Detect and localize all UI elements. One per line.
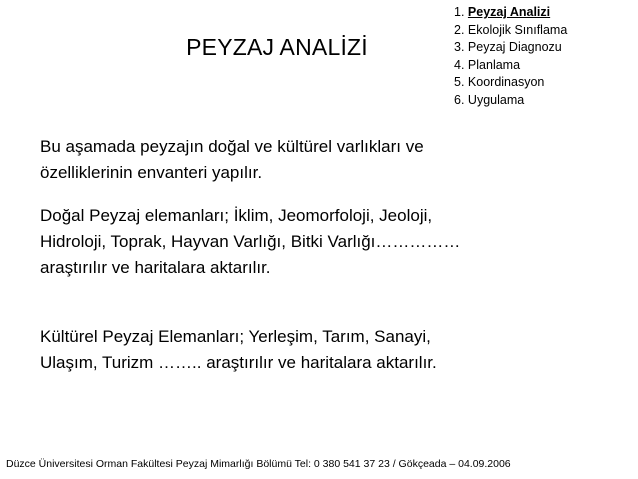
step-number: 3. <box>454 40 465 55</box>
step-label: Peyzaj Diagnozu <box>467 40 562 55</box>
paragraph-line: Hidroloji, Toprak, Hayvan Varlığı, Bitki Varlığı…………… <box>40 232 461 251</box>
step-label-active: Peyzaj Analizi <box>467 5 551 19</box>
paragraph-line: özelliklerinin envanteri yapılır. <box>40 163 263 182</box>
step-item <box>454 57 567 75</box>
paragraph-line: Doğal Peyzaj elemanları; İklim, Jeomorfoloji, Jeoloji, <box>40 206 433 225</box>
step-label: Planlama <box>467 57 521 72</box>
step-item <box>454 92 567 110</box>
step-number: 5. <box>454 75 465 90</box>
paragraph-line: Kültürel Peyzaj Elemanları; Yerleşim, Tarım, Sanayi, <box>40 327 431 346</box>
step-item <box>454 39 567 57</box>
paragraph-line: araştırılır ve haritalara aktarılır. <box>40 258 271 277</box>
step-label: Ekolojik Sınıflama <box>467 22 568 37</box>
process-steps-list <box>454 4 567 110</box>
paragraph-line: Ulaşım, Turizm …….. araştırılır ve haritalara aktarılır. <box>40 353 437 372</box>
step-item <box>454 4 567 22</box>
paragraph-inventory <box>40 134 620 186</box>
slide-footer: Düzce Üniversitesi Orman Fakültesi Peyzaj Mimarlığı Bölümü Tel: 0 380 541 37 23 / Gökçeada – 04.09.2006 <box>6 458 511 470</box>
paragraph-line: Bu aşamada peyzajın doğal ve kültürel varlıkları ve <box>40 137 424 156</box>
paragraph-natural-elements <box>40 203 620 281</box>
slide-title: PEYZAJ ANALİZİ <box>186 34 368 60</box>
step-number: 4. <box>454 57 465 72</box>
step-number: 2. <box>454 22 465 37</box>
step-item <box>454 22 567 40</box>
step-number: 6. <box>454 92 465 107</box>
step-item <box>454 74 567 92</box>
paragraph-cultural-elements <box>40 324 620 376</box>
step-number: 1. <box>454 5 465 19</box>
step-label: Uygulama <box>467 92 525 107</box>
step-label: Koordinasyon <box>467 75 545 90</box>
